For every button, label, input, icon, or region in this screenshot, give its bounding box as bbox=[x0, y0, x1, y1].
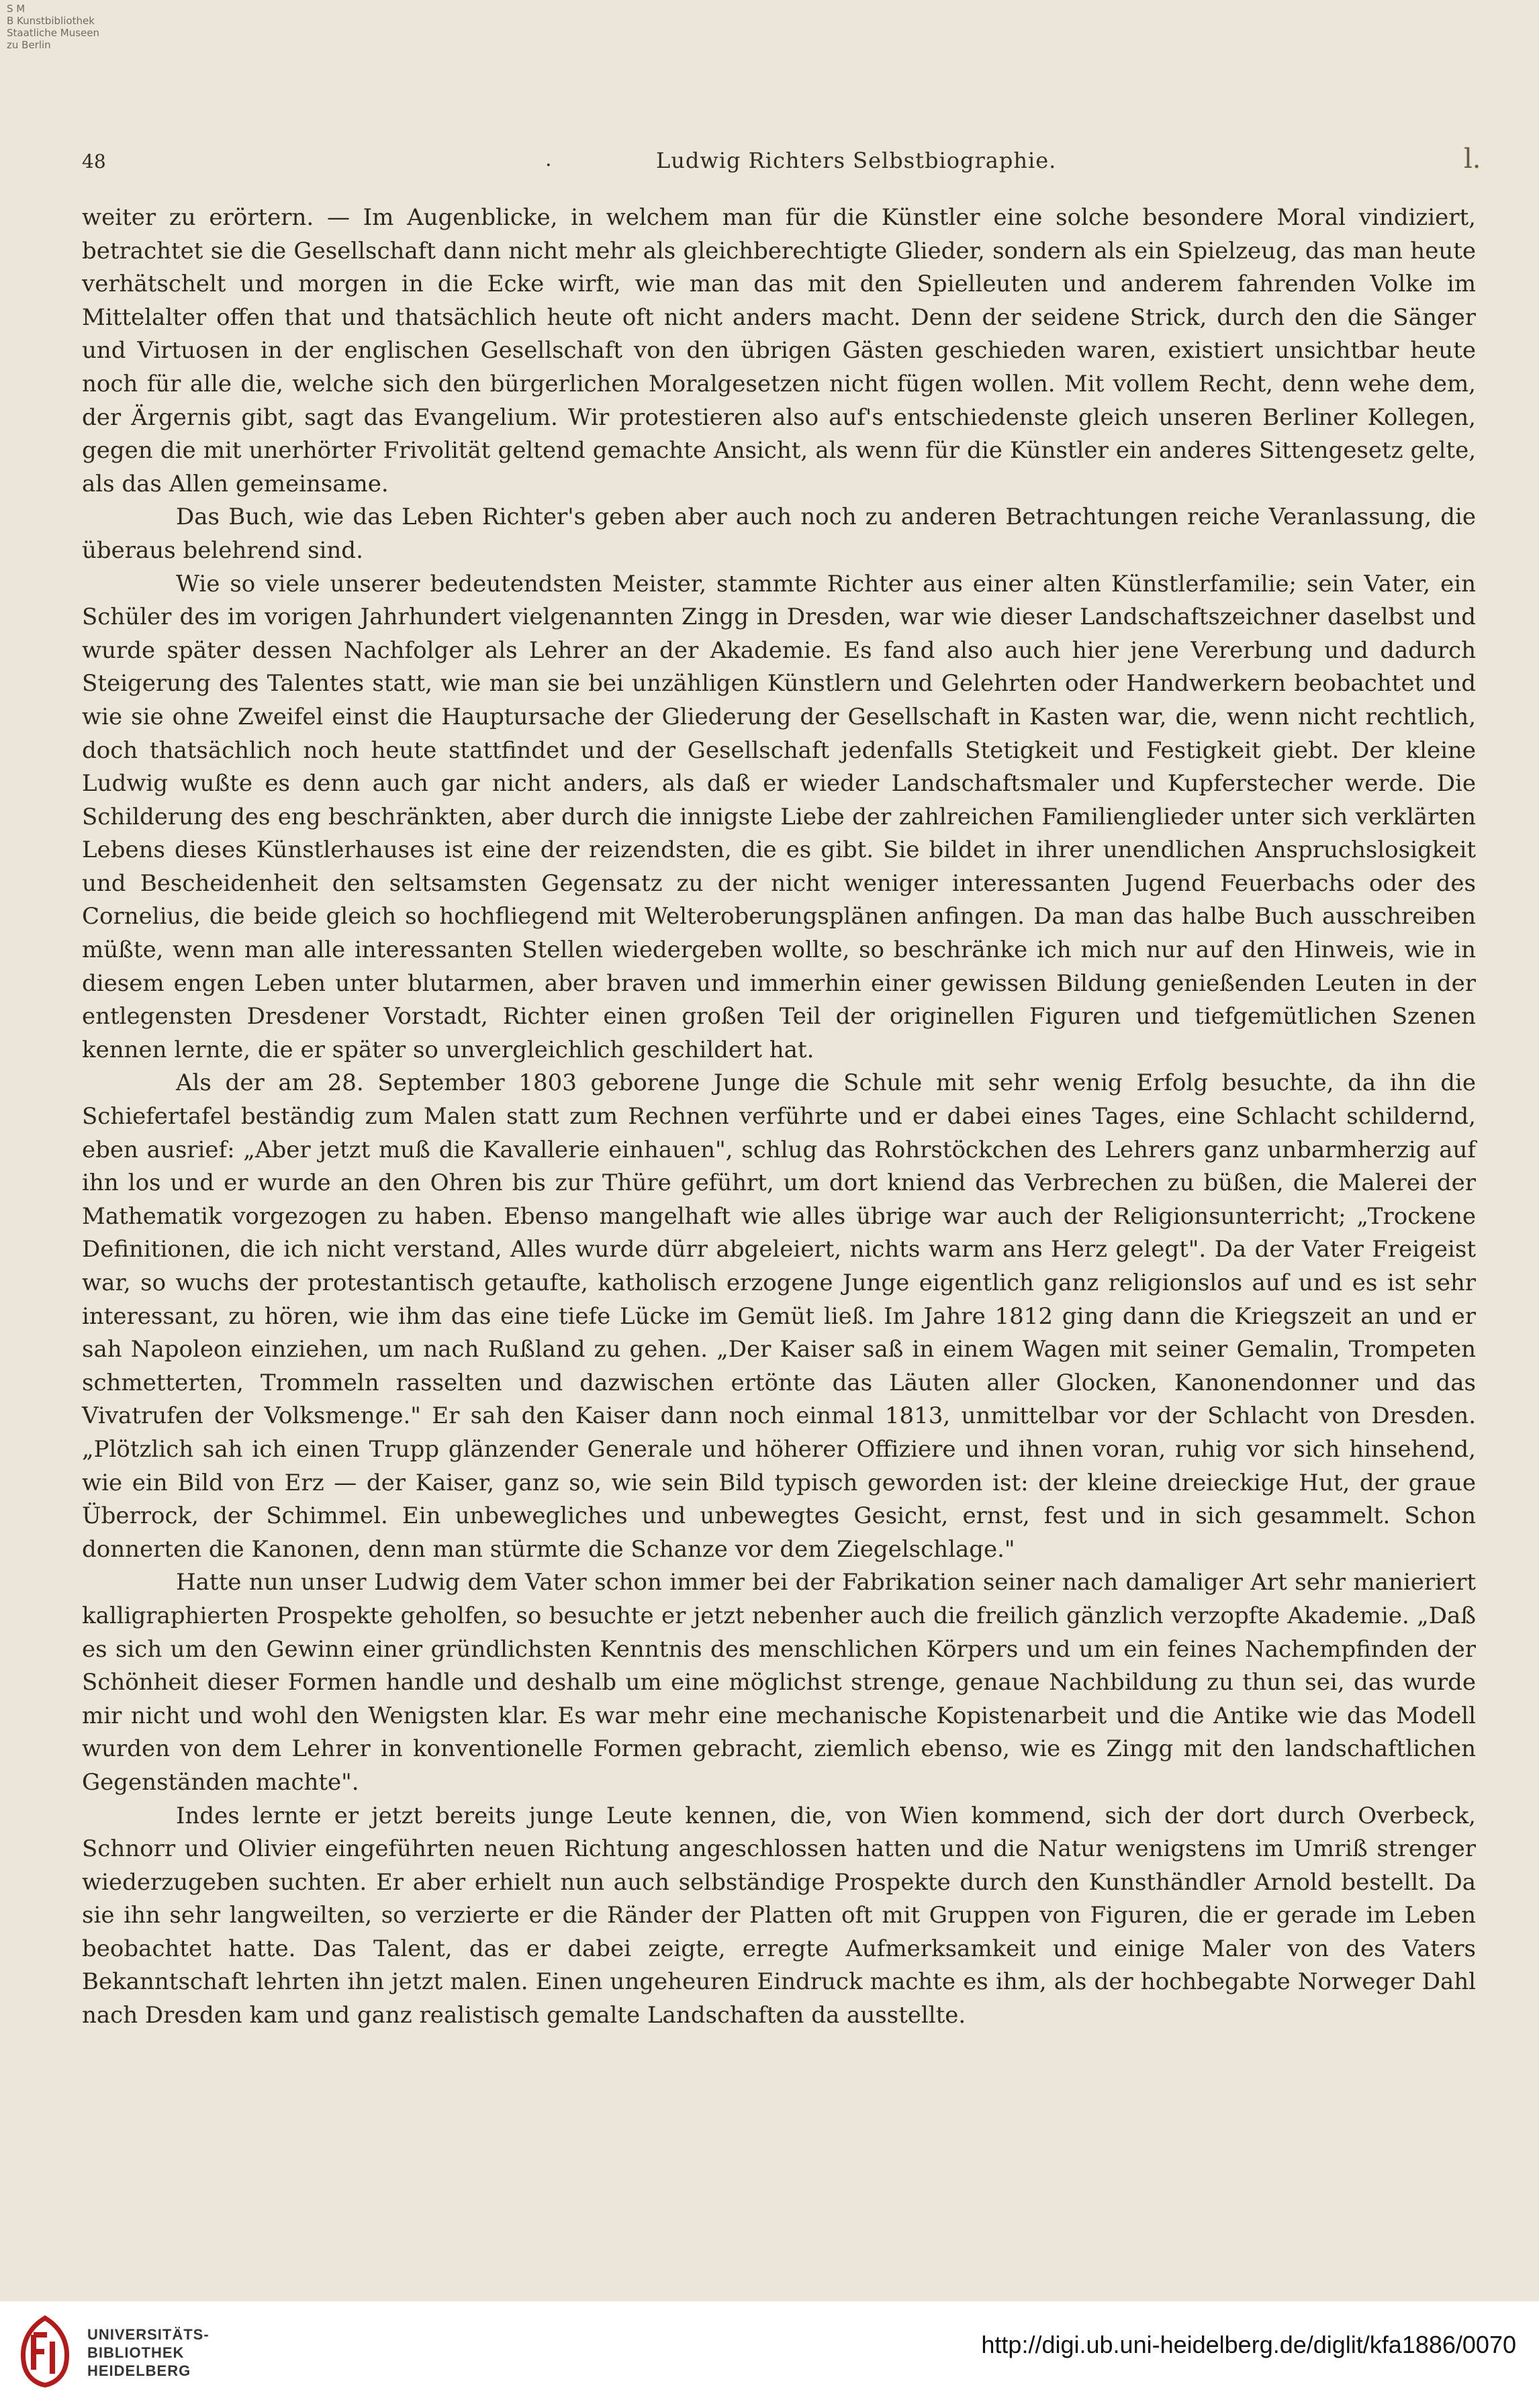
article-body bbox=[82, 201, 1476, 2033]
running-title: Ludwig Richters Selbstbiographie. bbox=[656, 148, 1057, 173]
paragraph-6: Indes lernte er jetzt bereits junge Leute kennen, die, von Wien kommend, sich der dort durch Overbeck, Schnorr und Olivier eingeführten neuen Richtung angeschlossen hatten und die Natur wenigstens im Umriß strenger wiederzugeben suchten. Er aber erhielt nun auch selbständige Prospekte durch den Kunsthändler Arnold bestellt. Da sie ihn sehr langweilten, so verzierte er die Ränder der Platten oft mit Gruppen von Figuren, die er gerade im Leben beobachtet hatte. Das Talent, das er dabei zeigte, erregte Aufmerksamkeit und einige Maler von des Vaters Bekanntschaft lehrten ihn jetzt malen. Einen ungeheuren Eindruck machte es ihm, als der hochbegabte Norweger Dahl nach Dresden kam und ganz realistisch gemalte Landschaften da ausstellte. bbox=[82, 1802, 1476, 2029]
paragraph-3: Wie so viele unserer bedeutendsten Meister, stammte Richter aus einer alten Künstlerfamilie; sein Vater, ein Schüler des im vorigen Jahrhundert vielgenannten Zingg in Dresden, war wie dieser Landschaftszeichner daselbst und wurde später dessen Nachfolger als Lehrer an der Akademie. Es fand also auch hier jene Vererbung und dadurch Steigerung des Talentes statt, wie man sie bei unzähligen Künstlern und Gelehrten oder Handwerkern beobachtet und wie sie ohne Zweifel einst die Hauptursache der Gliederung der Gesellschaft in Kasten war, die, wenn nicht rechtlich, doch thatsächlich noch heute stattfindet und der Gesellschaft jedenfalls Stetigkeit und Festigkeit giebt. Der kleine Ludwig wußte es denn auch gar nicht anders, als daß er wieder Landschaftsmaler und Kupferstecher werde. Die Schilderung des eng beschränkten, aber durch die innigste Liebe der zahlreichen Familienglieder unter sich verklärten Lebens dieses Künstlerhauses ist eine der reizendsten, die es gibt. Sie bildet in ihrer unendlichen Anspruchslosigkeit und Bescheidenheit den seltsamsten Gegensatz zu der nicht weniger interessanten Jugend Feuerbachs oder des Cornelius, die beide gleich so hochfliegend mit Welteroberungsplänen anfingen. Da man das halbe Buch ausschreiben müßte, wenn man alle interessanten Stellen wiedergeben wollte, so beschränke ich mich nur auf den Hinweis, wie in diesem engen Leben unter blutarmen, aber braven und immerhin einer gewissen Bildung genießenden Leuten in der entlegensten Dresdener Vorstadt, Richter einen großen Teil der originellen Figuren und tiefgemütlichen Szenen kennen lernte, die er später so unvergleichlich geschildert hat. bbox=[82, 570, 1476, 1063]
university-library-logo-icon bbox=[15, 2315, 75, 2389]
header-separator: . bbox=[545, 148, 552, 171]
library-name bbox=[87, 2325, 209, 2380]
library-stamp bbox=[7, 3, 99, 51]
paragraph-4: Als der am 28. September 1803 geborene Junge die Schule mit sehr wenig Erfolg besuchte, da ihn die Schiefertafel beständig zum Malen statt zum Rechnen verführte und er dabei eines Tages, eine Schlacht schildernd, eben ausrief: „Aber jetzt muß die Kavallerie einhauen", schlug das Rohrstöckchen des Lehrers ganz unbarmherzig auf ihn los und er wurde an den Ohren bis zur Thüre geführt, um dort kniend das Verbrechen zu büßen, die Malerei der Mathematik vorgezogen zu haben. Ebenso mangelhaft wie alles übrige war auch der Religionsunterricht; „Trockene Definitionen, die ich nicht verstand, Alles wurde dürr abgeleiert, nichts warm ans Herz gelegt". Da der Vater Freigeist war, so wuchs der protestantisch getaufte, katholisch erzogene Junge eigentlich ganz religionslos auf und es ist sehr interessant, zu hören, wie ihm das eine tiefe Lücke im Gemüt ließ. Im Jahre 1812 ging dann die Kriegszeit an und er sah Napoleon einziehen, um nach Rußland zu gehen. „Der Kaiser saß in einem Wagen mit seiner Gemalin, Trompeten schmetterten, Trommeln rasselten und dazwischen ertönte das Läuten aller Glocken, Kanonendonner und das Vivatrufen der Volksmenge." Er sah den Kaiser dann noch einmal 1813, unmittelbar vor der Schlacht von Dresden. „Plötzlich sah ich einen Trupp glänzender Generale und höherer Offiziere und ihnen voran, ruhig vor sich hinsehend, wie ein Bild von Erz — der Kaiser, ganz so, wie sein Bild typisch geworden ist: der kleine dreieckige Hut, der graue Überrock, der Schimmel. Ein unbewegliches und unbewegtes Gesicht, ernst, fest und in sich gesammelt. Schon donnerten die Kanonen, denn man stürmte die Schanze vor dem Ziegelschlage." bbox=[82, 1069, 1476, 1563]
library-name-line: HEIDELBERG bbox=[87, 2362, 191, 2379]
paragraph-5: Hatte nun unser Ludwig dem Vater schon immer bei der Fabrikation seiner nach damaliger Art sehr manieriert kalligraphierten Prospekte geholfen, so besuchte er jetzt nebenher auch die freilich gänzlich verzopfte Akademie. „Daß es sich um den Gewinn einer gründlichsten Kenntnis des menschlichen Körpers und um ein feines Nachempfinden der Schönheit dieser Formen handle und deshalb um eine möglichst strenge, genaue Nachbildung zu thun sei, das wurde mir nicht und wohl den Wenigsten klar. Es war mehr eine mechanische Kopistenarbeit und die Antike wie das Modell wurden von dem Lehrer in konventionelle Formen gebracht, ziemlich ebenso, wie es Zingg mit den landschaftlichen Gegenständen machte". bbox=[82, 1569, 1476, 1796]
viewer-footer bbox=[0, 2301, 1539, 2408]
stamp-line: zu Berlin bbox=[7, 39, 51, 51]
margin-mark: l. bbox=[1464, 144, 1481, 175]
paragraph-1: weiter zu erörtern. — Im Augenblicke, in welchem man für die Künstler eine solche besondere Moral vindiziert, betrachtet sie die Gesellschaft dann nicht mehr als gleichberechtigte Glieder, sondern als ein Spielzeug, das man heute verhätschelt und morgen in die Ecke wirft, wie man das mit den Spielleuten und anderem fahrenden Volke im Mittelalter offen that und thatsächlich heute oft nicht anders macht. Denn der seidene Strick, durch den die Sänger und Virtuosen in der englischen Gesellschaft von den übrigen Gästen geschieden waren, existiert unsichtbar heute noch für alle die, welche sich den bürgerlichen Moralgesetzen nicht fügen wollen. Mit vollem Recht, denn wehe dem, der Ärgernis gibt, sagt das Evangelium. Wir protestieren also auf's entschiedenste gleich unseren Berliner Kollegen, gegen die mit unerhörter Frivolität geltend gemachte Ansicht, als wenn für die Künstler ein anderes Sittengesetz gelte, als das Allen gemeinsame. bbox=[82, 204, 1476, 497]
paragraph-2: Das Buch, wie das Leben Richter's geben aber auch noch zu anderen Betrachtungen reiche Veranlassung, die überaus belehrend sind. bbox=[82, 503, 1476, 564]
library-name-line: UNIVERSITÄTS- bbox=[87, 2326, 209, 2343]
running-head bbox=[82, 144, 1481, 177]
library-name-line: BIBLIOTHEK bbox=[87, 2344, 185, 2361]
stamp-line: B Kunstbibliothek bbox=[7, 15, 95, 27]
permalink-url[interactable]: http://digi.ub.uni-heidelberg.de/diglit/kfa1886/0070 bbox=[981, 2331, 1516, 2358]
stamp-line: S M bbox=[7, 3, 26, 15]
page-number: 48 bbox=[82, 150, 106, 173]
stamp-line: Staatliche Museen bbox=[7, 27, 99, 39]
